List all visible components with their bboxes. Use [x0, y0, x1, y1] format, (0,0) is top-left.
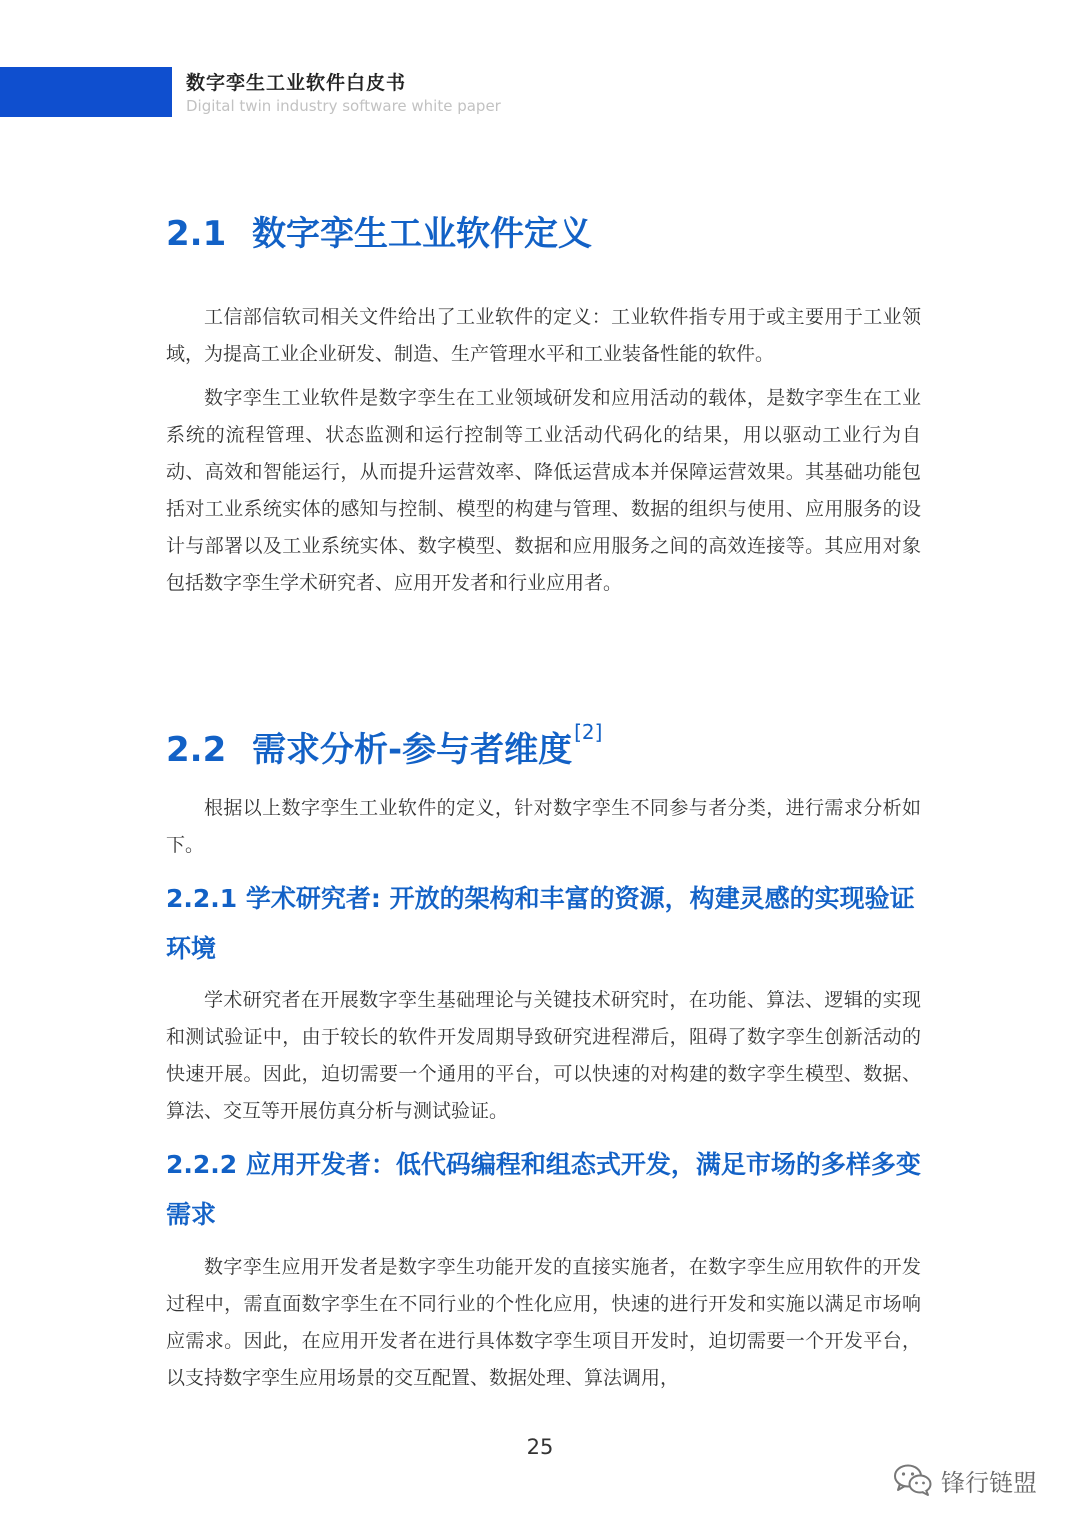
watermark: [893, 1460, 1037, 1500]
wechat-icon: [893, 1463, 933, 1497]
section-2-1-title: 数字孪生工业软件定义: [252, 214, 592, 254]
subsection-2-2-1-paragraph: 学术研究者在开展数字孪生基础理论与关键技术研究时，在功能、算法、逻辑的实现和测试验证中，由于较长的软件开发周期导致研究进程滞后，阻碍了数字孪生创新活动的快速开展。因此，迫切需要一个通用的平台，可以快速的对构建的数字孪生模型、数据、算法、交互等开展仿真分析与测试验证。: [166, 989, 921, 1122]
subsection-2-2-2-paragraph: 数字孪生应用开发者是数字孪生功能开发的直接实施者，在数字孪生应用软件的开发过程中，需直面数字孪生在不同行业的个性化应用，快速的进行开发和实施以满足市场响应需求。因此，在应用开发者在进行具体数字孪生项目开发时，迫切需要一个开发平台，以支持数字孪生应用场景的交互配置、数据处理、算法调用，: [166, 1256, 921, 1389]
section-2-2-heading: [166, 722, 602, 771]
watermark-text: 锋行链盟: [941, 1468, 1037, 1497]
page-number: 25: [526, 1435, 554, 1459]
section-2-2-number: 2.2: [166, 730, 227, 770]
section-2-1-heading: [166, 206, 592, 255]
subsection-2-2-1-heading: 2.2.1 学术研究者: 开放的架构和丰富的资源，构建灵感的实现验证环境: [166, 884, 915, 963]
section-2-1-number: 2.1: [166, 214, 227, 254]
section-2-1-paragraph-2: 数字孪生工业软件是数字孪生在工业领域研发和应用活动的载体，是数字孪生在工业系统的流程管理、状态监测和运行控制等工业活动代码化的结果，用以驱动工业行为自动、高效和智能运行，从而提升运营效率、降低运营成本并保障运营效果。其基础功能包括对工业系统实体的感知与控制、模型的构建与管理、数据的组织与使用、应用服务的设计与部署以及工业系统实体、数字模型、数据和应用服务之间的高效连接等。其应用对象包括数字孪生学术研究者、应用开发者和行业应用者。: [166, 387, 921, 594]
section-2-1-paragraph-1: 工信部信软司相关文件给出了工业软件的定义：工业软件指专用于或主要用于工业领域，为提高工业企业研发、制造、生产管理水平和工业装备性能的软件。: [166, 306, 921, 365]
header-accent-bar: [0, 67, 172, 117]
subsection-2-2-2-heading: 2.2.2 应用开发者：低代码编程和组态式开发，满足市场的多样多变需求: [166, 1150, 921, 1229]
section-2-2-intro: 根据以上数字孪生工业软件的定义，针对数字孪生不同参与者分类，进行需求分析如下。: [166, 797, 921, 856]
header-title: 数字孪生工业软件白皮书: [186, 72, 407, 94]
header-subtitle: Digital twin industry software white paper: [186, 97, 501, 115]
section-2-2-title: 需求分析-参与者维度: [252, 730, 573, 770]
section-2-2-reference: [2]: [574, 720, 603, 744]
